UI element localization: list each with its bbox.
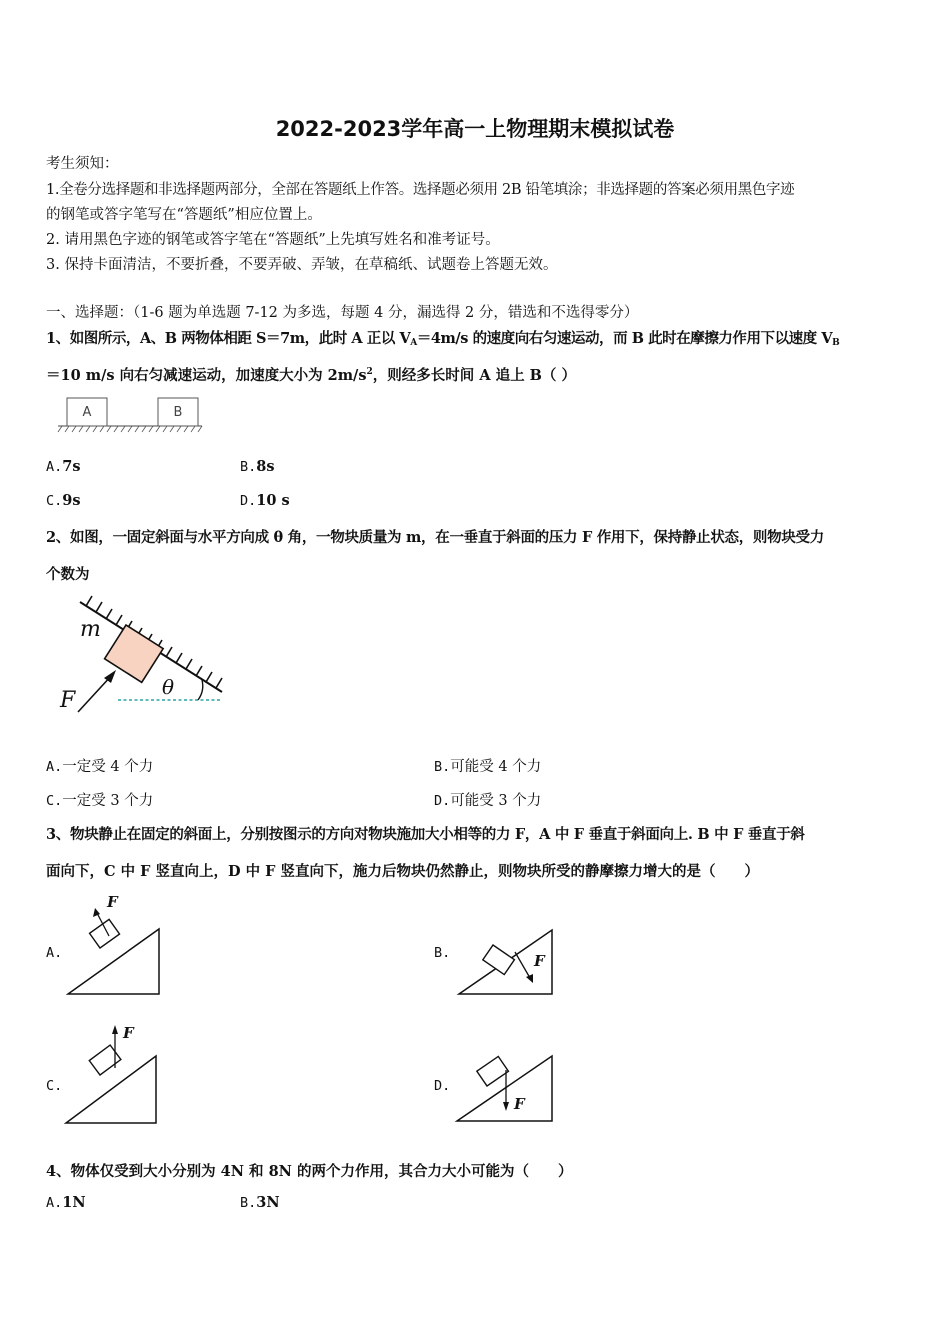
q2-option-a[interactable]: A.一定受 4 个力 — [46, 759, 154, 775]
notice-item-2: 2. 请用黑色字迹的钢笔或答字笔在“答题纸”上先填写姓名和准考证号。 — [46, 232, 500, 248]
theta-label: θ — [162, 675, 175, 699]
svg-text:F: F — [534, 952, 545, 970]
q1-text-line2: ＝10 m/s 向右匀减速运动，加速度大小为 $2m/s^2$，则经多长时间 A 追上 B（ ） — [46, 367, 576, 384]
q1-option-b[interactable]: B.8s — [240, 458, 275, 475]
q3-option-b[interactable]: B. — [434, 945, 451, 961]
mass-label: m — [80, 617, 101, 642]
q4-option-a[interactable]: A.1N — [46, 1194, 86, 1211]
q3-option-a[interactable]: A. — [46, 945, 63, 961]
q1-option-d[interactable]: D.10 s — [240, 492, 290, 509]
force-label: F — [60, 688, 76, 713]
q2-text-line2: 个数为 — [46, 566, 90, 583]
block-a-label: A — [82, 405, 92, 420]
q1-option-c[interactable]: C.9s — [46, 492, 81, 509]
notice-heading: 考生须知： — [46, 156, 119, 172]
svg-text:F: F — [107, 893, 118, 911]
q2-figure — [52, 594, 232, 718]
q1-figure — [56, 396, 206, 436]
q2-option-d[interactable]: D.可能受 3 个力 — [434, 793, 542, 809]
q3-text-line2: 面向下，C 中 F 竖直向上，D 中 F 竖直向下，施力后物块仍然静止，则物块所受的静摩擦力增大的是（ ） — [46, 863, 759, 880]
q3-option-d[interactable]: D. — [434, 1078, 451, 1094]
q4-text-line1: 4、物体仅受到大小分别为 4N 和 8N 的两个力作用，其合力大小可能为（ ） — [46, 1163, 573, 1180]
q4-option-b[interactable]: B.3N — [240, 1194, 280, 1211]
svg-text:F: F — [514, 1095, 525, 1113]
section-heading: 一、选择题：（1-6 题为单选题 7-12 为多选，每题 4 分，漏选得 2 分，错选和不选得零分） — [46, 305, 639, 321]
q3-text-line1: 3、物块静止在固定的斜面上，分别按图示的方向对物块施加大小相等的力 F，A 中 F 垂直于斜面向上. B 中 F 垂直于斜 — [46, 826, 805, 843]
q2-option-c[interactable]: C.一定受 3 个力 — [46, 793, 154, 809]
q2-text-line1: 2、如图，一固定斜面与水平方向成 θ 角，一物块质量为 m，在一垂直于斜面的压力 F 作用下，保持静止状态，则物块受力 — [46, 529, 824, 546]
q3-option-c[interactable]: C. — [46, 1078, 63, 1094]
notice-item-1a: 1.全卷分选择题和非选择题两部分，全部在答题纸上作答。选择题必须用 2B 铅笔填涂；非选择题的答案必须用黑色字迹 — [46, 182, 795, 198]
q3-figure-c — [62, 1020, 162, 1126]
q1-text-line1: 1、如图所示，A、B 两物体相距 S＝7m，此时 A 正以 $V_A=4m/s$ 的速度向右匀速运动，而 B 此时在摩擦力作用下以速度 $V_B$ — [46, 330, 840, 348]
page-title: 2022-2023学年高一上物理期末模拟试卷 — [275, 117, 675, 141]
notice-item-3: 3. 保持卡面清洁，不要折叠，不要弄破、弄皱，在草稿纸、试题卷上答题无效。 — [46, 257, 558, 273]
q3-figure-a — [64, 893, 164, 997]
block-b-label: B — [173, 405, 183, 420]
q3-figure-b — [455, 924, 559, 998]
notice-item-1b: 的钢笔或答字笔写在“答题纸”相应位置上。 — [46, 207, 322, 223]
q2-option-b[interactable]: B.可能受 4 个力 — [434, 759, 542, 775]
q3-figure-d — [453, 1048, 557, 1124]
svg-text:F: F — [123, 1024, 134, 1042]
q1-option-a[interactable]: A.7s — [46, 458, 81, 475]
